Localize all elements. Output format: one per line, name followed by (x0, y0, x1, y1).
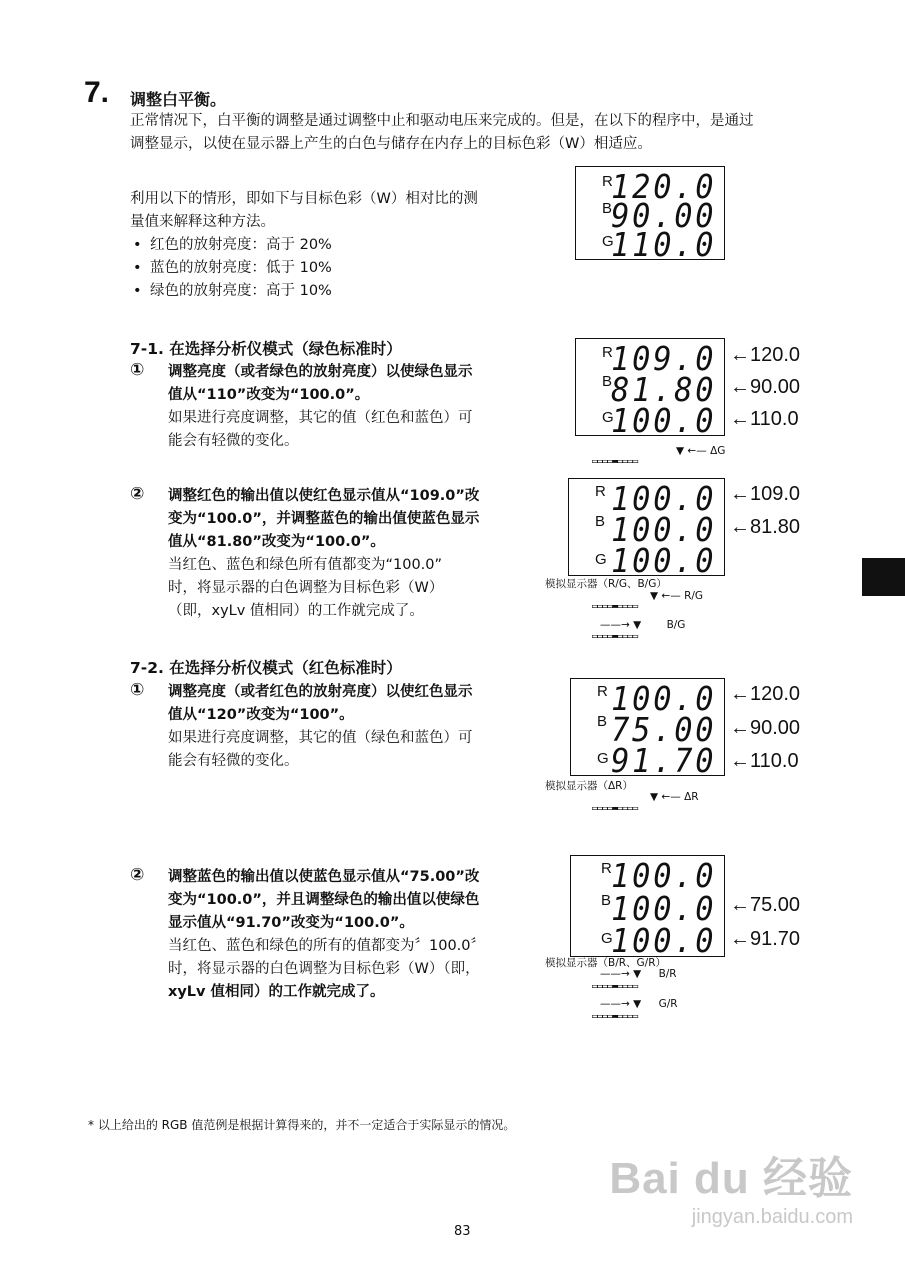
lcd-panel-7-1-1 (575, 338, 725, 440)
target-g-value: 110.0 (750, 750, 799, 772)
lcd-b-value: 75.00 (610, 710, 716, 749)
target-g-value: 110.0 (750, 408, 799, 430)
label-b: B (595, 513, 606, 530)
ratio-label: R/G (684, 590, 704, 602)
lcd-r-value: 120.0 (610, 167, 716, 206)
intro-line-1: 正常情况下，白平衡的调整是通过调整中止和驱动电压来完成的。但是，在以下的程序中，是通过 (130, 113, 754, 129)
analog-indicator: ▼ ←— ΔR (650, 791, 699, 803)
lcd-r-value: 100.0 (610, 679, 716, 718)
s2-item2-bold2: 变为“100.0”，并且调整绿色的输出值以使绿色 (168, 892, 480, 908)
section-7-1-title: 7-1. 在选择分析仪模式（绿色标准时） (130, 340, 402, 358)
watermark-url: jingyan.baidu.com (691, 1206, 853, 1228)
lcd-r-value: 109.0 (610, 339, 716, 378)
analog-indicator: ——→ ▼ G/R (600, 998, 678, 1010)
target-b-value: 90.00 (750, 376, 801, 398)
label-b: B (601, 892, 612, 909)
label-r: R (601, 860, 612, 877)
method-line-1: 利用以下的情形，即如下与目标色彩（W）相对比的测 (130, 191, 478, 207)
target-arrow-b: ←90.00 (730, 717, 801, 739)
analog-scale-icon: ▭▭▭▭▬▭▭▭▭ (592, 631, 638, 642)
s1-item2-bold1: 调整红色的输出值以使红色显示值从“109.0”改 (168, 488, 480, 504)
s2-item1-line4: 能会有轻微的变化。 (168, 753, 299, 769)
label-g: G (602, 409, 614, 426)
s2-item1-bold1: 调整亮度（或者红色的放射亮度）以使红色显示 (168, 684, 473, 700)
target-arrow-r: ←109.0 (730, 483, 801, 505)
target-arrow-g: ←91.70 (730, 928, 801, 950)
criteria-list (130, 234, 332, 303)
s1-item1-line3: 如果进行亮度调整，其它的值（红色和蓝色）可 (168, 410, 473, 426)
s2-item2-line6: xyLv 值相同）的工作就完成了。 (168, 984, 385, 1000)
s2-item2-line4: 当红色、蓝色和绿色的所有的值都变为〞100.0〞 (168, 938, 486, 954)
analog-indicator: ——→ ▼ B/G (600, 619, 686, 631)
s1-item2-line6: （即，xyLv 值相同）的工作就完成了。 (168, 603, 424, 619)
label-r: R (602, 173, 613, 190)
s2-item2-line5: 时，将显示器的白色调整为目标色彩（W）（即， (168, 961, 480, 977)
intro-line-2: 调整显示，以使在显示器上产生的白色与储存在内存上的目标色彩（W）相适应。 (130, 136, 652, 152)
analog-scale-icon: ▭▭▭▭▬▭▭▭▭ (592, 456, 638, 467)
target-arrow-b: ←90.00 (730, 376, 801, 398)
label-g: G (601, 930, 613, 947)
lcd-panel-7-1-2 (568, 478, 725, 580)
ratio-label: B/R (658, 968, 677, 980)
lcd-b-value: 81.80 (610, 370, 716, 409)
target-r-value: 109.0 (750, 483, 801, 505)
s1-item1-bold1: 调整亮度（或者绿色的放射亮度）以使绿色显示 (168, 364, 473, 380)
analog-scale-icon: ▭▭▭▭▬▭▭▭▭ (592, 981, 638, 992)
s2-item2-bold1: 调整蓝色的输出值以使蓝色显示值从“75.00”改 (168, 869, 480, 885)
lcd-g-value: 100.0 (610, 401, 716, 440)
label-g: G (597, 750, 609, 767)
target-arrow-g: ←110.0 (730, 750, 799, 772)
lcd-r-value: 100.0 (610, 479, 716, 518)
section-7-2-title: 7-2. 在选择分析仪模式（红色标准时） (130, 659, 402, 677)
lcd-panel-7-2-2 (570, 855, 725, 960)
target-b-value: 75.00 (750, 894, 801, 916)
target-arrow-b: ←75.00 (730, 894, 801, 916)
footnote: * 以上给出的 RGB 值范例是根据计算得来的，并不一定适合于实际显示的情况。 (88, 1118, 516, 1132)
lcd-g-value: 110.0 (610, 225, 716, 264)
label-r: R (602, 344, 613, 361)
label-b: B (597, 713, 608, 730)
analog-mode-label: 模拟显示器（ΔR） (545, 780, 633, 792)
target-r-value: 120.0 (750, 344, 801, 366)
target-r-value: 120.0 (750, 683, 801, 705)
criteria-item: • 蓝色的放射亮度：低于 10% (130, 257, 332, 280)
s1-item2-line5: 时，将显示器的白色调整为目标色彩（W） (168, 580, 444, 596)
s1-item1-bold2: 值从“110”改变为“100.0”。 (168, 387, 370, 403)
s1-item2-bold2: 变为“100.0”，并调整蓝色的输出值使蓝色显示 (168, 511, 480, 527)
analog-indicator: ▼ ←— ΔG (676, 445, 726, 457)
step-title: 调整白平衡。 (130, 90, 227, 109)
ratio-label: B/G (666, 619, 686, 631)
analog-mode-label: 模拟显示器（B/R、G/R） (545, 957, 667, 969)
target-arrow-b: ←81.80 (730, 516, 801, 538)
target-arrow-r: ←120.0 (730, 683, 801, 705)
analog-mode-label: 模拟显示器（R/G、B/G） (545, 578, 667, 590)
label-r: R (597, 683, 608, 700)
item-marker: ① (130, 360, 145, 380)
analog-indicator: ▼ ←— R/G (650, 590, 704, 602)
criteria-item: • 绿色的放射亮度：高于 10% (130, 280, 332, 303)
target-arrow-g: ←110.0 (730, 408, 799, 430)
item-marker: ② (130, 865, 145, 885)
s1-item2-bold3: 值从“81.80”改变为“100.0”。 (168, 534, 385, 550)
analog-indicator: ——→ ▼ B/R (600, 968, 677, 980)
delta-label: ΔR (684, 791, 699, 803)
criteria-item: • 红色的放射亮度：高于 20% (130, 234, 332, 257)
label-b: B (602, 200, 613, 217)
ratio-label: G/R (658, 998, 678, 1010)
method-line-2: 量值来解释这种方法。 (130, 214, 275, 230)
label-b: B (602, 373, 613, 390)
target-b-value: 90.00 (750, 717, 801, 739)
target-g-value: 91.70 (750, 928, 801, 950)
target-arrow-r: ←120.0 (730, 344, 801, 366)
lcd-b-value: 100.0 (610, 510, 716, 549)
label-g: G (595, 551, 607, 568)
label-r: R (595, 483, 606, 500)
lcd-r-value: 100.0 (610, 856, 716, 895)
target-b-value: 81.80 (750, 516, 801, 538)
lcd-g-value: 91.70 (610, 741, 716, 780)
s2-item1-line3: 如果进行亮度调整，其它的值（绿色和蓝色）可 (168, 730, 473, 746)
watermark-logo (609, 1142, 853, 1229)
s2-item2-bold3: 显示值从“91.70”改变为“100.0”。 (168, 915, 414, 931)
item-marker: ① (130, 680, 145, 700)
s1-item1-line4: 能会有轻微的变化。 (168, 433, 299, 449)
lcd-g-value: 100.0 (610, 921, 716, 960)
delta-label: ΔG (710, 445, 726, 457)
lcd-panel-target (575, 166, 725, 264)
s2-item1-bold2: 值从“120”改变为“100”。 (168, 707, 354, 723)
analog-scale-icon: ▭▭▭▭▬▭▭▭▭ (592, 1011, 638, 1022)
lcd-g-value: 100.0 (610, 541, 716, 580)
label-g: G (602, 233, 614, 250)
item-marker: ② (130, 484, 145, 504)
page-number: 83 (454, 1224, 471, 1239)
step-number: 7. (84, 76, 110, 109)
lcd-b-value: 100.0 (610, 889, 716, 928)
chapter-tab-marker (862, 558, 905, 596)
analog-scale-icon: ▭▭▭▭▬▭▭▭▭ (592, 601, 638, 612)
watermark-main: Bai du 经验 (609, 1154, 853, 1203)
lcd-b-value: 90.00 (610, 196, 716, 235)
s1-item2-line4: 当红色、蓝色和绿色所有值都变为“100.0” (168, 557, 443, 573)
lcd-panel-7-2-1 (570, 678, 725, 780)
analog-scale-icon: ▭▭▭▭▬▭▭▭▭ (592, 803, 638, 814)
